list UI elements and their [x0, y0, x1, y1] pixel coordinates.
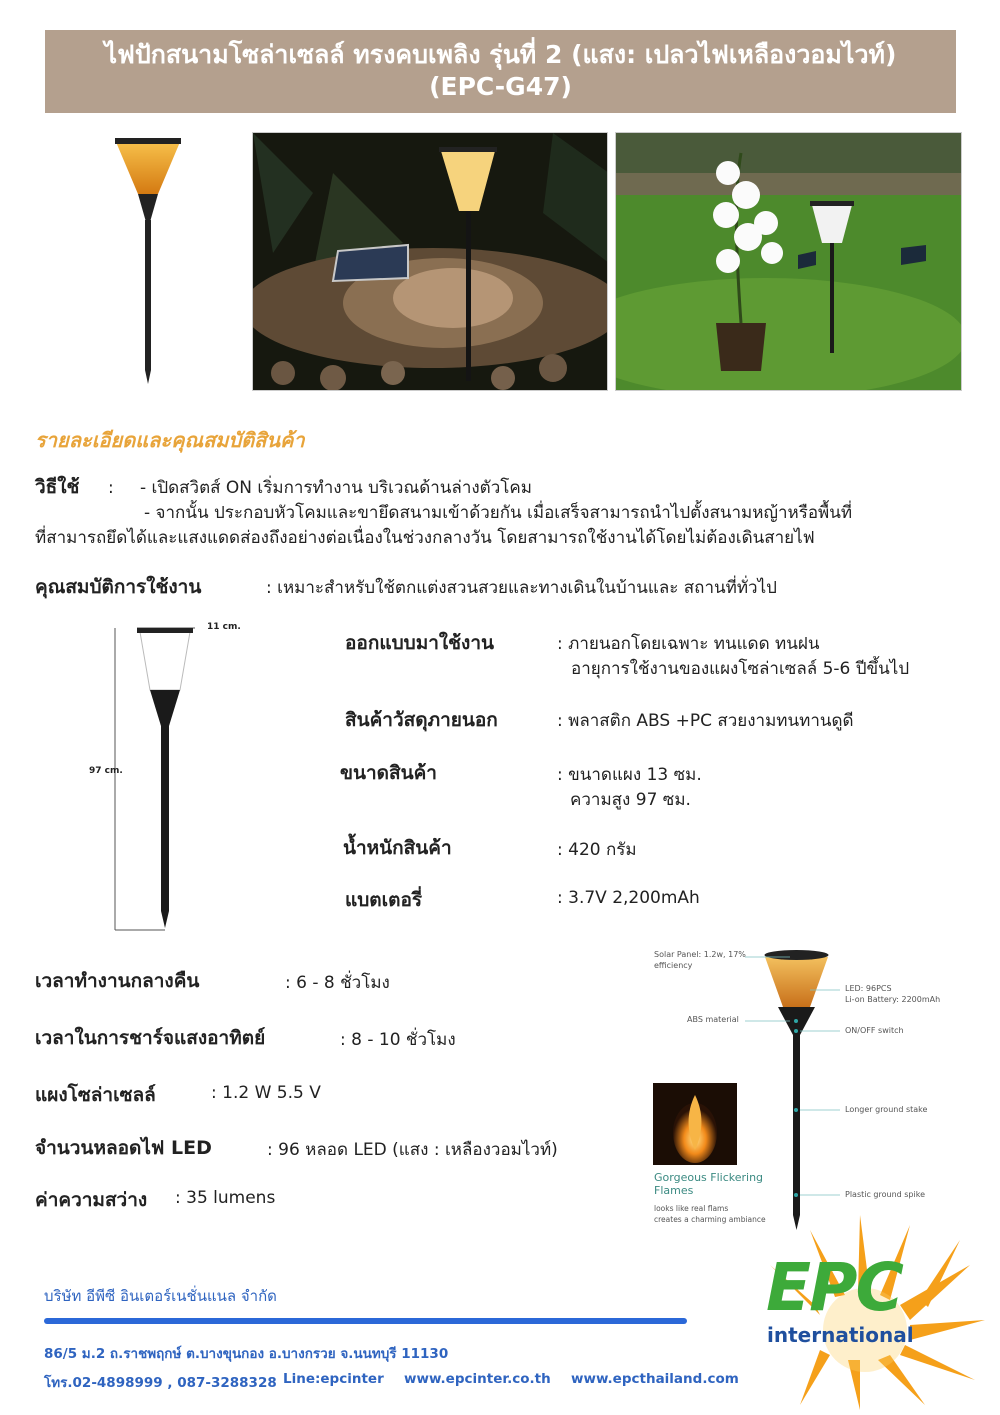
spec-value-battery: : 3.7V 2,200mAh [557, 888, 700, 908]
width-label: 11 cm. [207, 622, 241, 632]
flame-title-line-2: Flames [654, 1184, 694, 1197]
usage-line-1: - เปิดสวิตส์ ON เริ่มการทำงาน บริเวณด้านล่างตัวโคม [140, 478, 532, 498]
epc-logo [760, 1205, 988, 1410]
spec-label-size: ขนาดสินค้า [340, 762, 437, 784]
extra-label-brightness: ค่าความสว่าง [35, 1189, 148, 1211]
footer-line-id: Line:epcinter [283, 1371, 384, 1387]
spec-label-weight: น้ำหนักสินค้า [343, 837, 452, 859]
callout-solar-line-1: Solar Panel: 1.2w, 17% [654, 950, 746, 959]
extra-value-night-time: : 6 - 8 ชั่วโมง [285, 973, 390, 993]
extra-label-charge-time: เวลาในการชาร์จแสงอาทิตย์ [35, 1027, 266, 1049]
footer-address: 86/5 ม.2 ถ.ราชพฤกษ์ ต.บางขุนกอง อ.บางกรวย จ.นนทบุรี 11130 [44, 1346, 449, 1362]
spec-value-weight: : 420 กรัม [557, 840, 637, 860]
footer-phone: โทร.02-4898999 , 087-3288328 [44, 1375, 277, 1391]
callout-battery-line: Li-on Battery: 2200mAh [845, 995, 941, 1004]
product-feature-diagram [650, 945, 950, 1235]
spec-value-design-1: : ภายนอกโดยเฉพาะ ทนแดด ทนฝน [557, 634, 820, 654]
extra-value-charge-time: : 8 - 10 ชั่วโมง [340, 1030, 456, 1050]
flame-caption-sub [654, 1203, 766, 1225]
usage-line-2: - จากนั้น ประกอบหัวโคมและขายึดสนามเข้าด้วยกัน เมื่อเสร็จสามารถนำไปตั้งสนามหญ้าหรือพื้นที่ [144, 503, 853, 523]
features-label: คุณสมบัติการใช้งาน [35, 576, 202, 598]
product-photo-garden [615, 132, 962, 391]
extra-label-solar-panel: แผงโซล่าเซลล์ [35, 1084, 156, 1106]
height-label: 97 cm. [89, 766, 123, 776]
product-photo-plain [100, 132, 195, 392]
features-value: : เหมาะสำหรับใช้ตกแต่งสวนสวยและทางเดินในบ้านและ สถานที่ทั่วไป [266, 578, 777, 598]
spec-value-size-1: : ขนาดแผง 13 ซม. [557, 765, 702, 785]
extra-label-night-time: เวลาทำงานกลางคืน [35, 970, 200, 992]
spec-value-size-2: ความสูง 97 ซม. [570, 790, 691, 810]
extra-value-led-count: : 96 หลอด LED (แสง : เหลืองวอมไวท์) [267, 1140, 558, 1160]
spec-value-design-2: อายุการใช้งานของแผงโซล่าเซลล์ 5-6 ปีขึ้นไป [571, 659, 910, 679]
callout-led-line: LED: 96PCS [845, 984, 892, 993]
title-line-2: (EPC-G47) [429, 72, 572, 101]
flame-caption-title [654, 1171, 763, 1197]
spec-label-battery: แบตเตอรี่ [345, 889, 423, 911]
footer-company: บริษัท อีพีซี อินเตอร์เนชั่นแนล จำกัด [44, 1287, 277, 1305]
callout-solar-line-2: efficiency [654, 961, 693, 970]
footer-website-2[interactable]: www.epcthailand.com [571, 1371, 739, 1387]
product-photo-night [252, 132, 608, 391]
usage-line-3: ที่สามารถยึดได้และแสงแดดส่องถึงอย่างต่อเนื่องในช่วงกลางวัน โดยสามารถใช้งานได้โดยไม่ต้องเดินสายไฟ [35, 528, 815, 548]
callout-abs: ABS material [687, 1015, 739, 1024]
title-banner [45, 30, 956, 113]
flame-sub-line-2: creates a charming ambiance [654, 1215, 766, 1224]
callout-led [845, 983, 940, 1005]
usage-colon: : [108, 478, 114, 498]
extra-value-brightness: : 35 lumens [175, 1188, 276, 1208]
spec-value-material: : พลาสติก ABS +PC สวยงามทนทานดูดี [557, 711, 854, 731]
callout-stake: Longer ground stake [845, 1105, 928, 1114]
section-title: รายละเอียดและคุณสมบัติสินค้า [35, 428, 305, 452]
title-line-1: ไฟปักสนามโซล่าเซลล์ ทรงคบเพลิง รุ่นที่ 2 (แสง: เปลวไฟเหลืองวอมไวท์) [104, 40, 897, 69]
extra-value-solar-panel: : 1.2 W 5.5 V [211, 1083, 321, 1103]
callout-solar [654, 949, 746, 971]
footer-divider [44, 1318, 687, 1324]
logo-text: EPC [766, 1249, 902, 1326]
callout-spike: Plastic ground spike [845, 1190, 926, 1199]
flame-title-line-1: Gorgeous Flickering [654, 1171, 764, 1184]
flame-sub-line-1: looks like real flams [654, 1204, 729, 1213]
spec-label-material: สินค้าวัสดุภายนอก [345, 709, 498, 731]
callout-switch: ON/OFF switch [845, 1026, 904, 1035]
footer-website-1[interactable]: www.epcinter.co.th [404, 1371, 551, 1387]
logo-subtext: international [767, 1323, 914, 1347]
usage-label: วิธีใช้ [35, 476, 80, 498]
dimension-diagram [85, 618, 255, 938]
extra-label-led-count: จำนวนหลอดไฟ LED [35, 1137, 212, 1159]
spec-label-design: ออกแบบมาใช้งาน [345, 632, 494, 654]
